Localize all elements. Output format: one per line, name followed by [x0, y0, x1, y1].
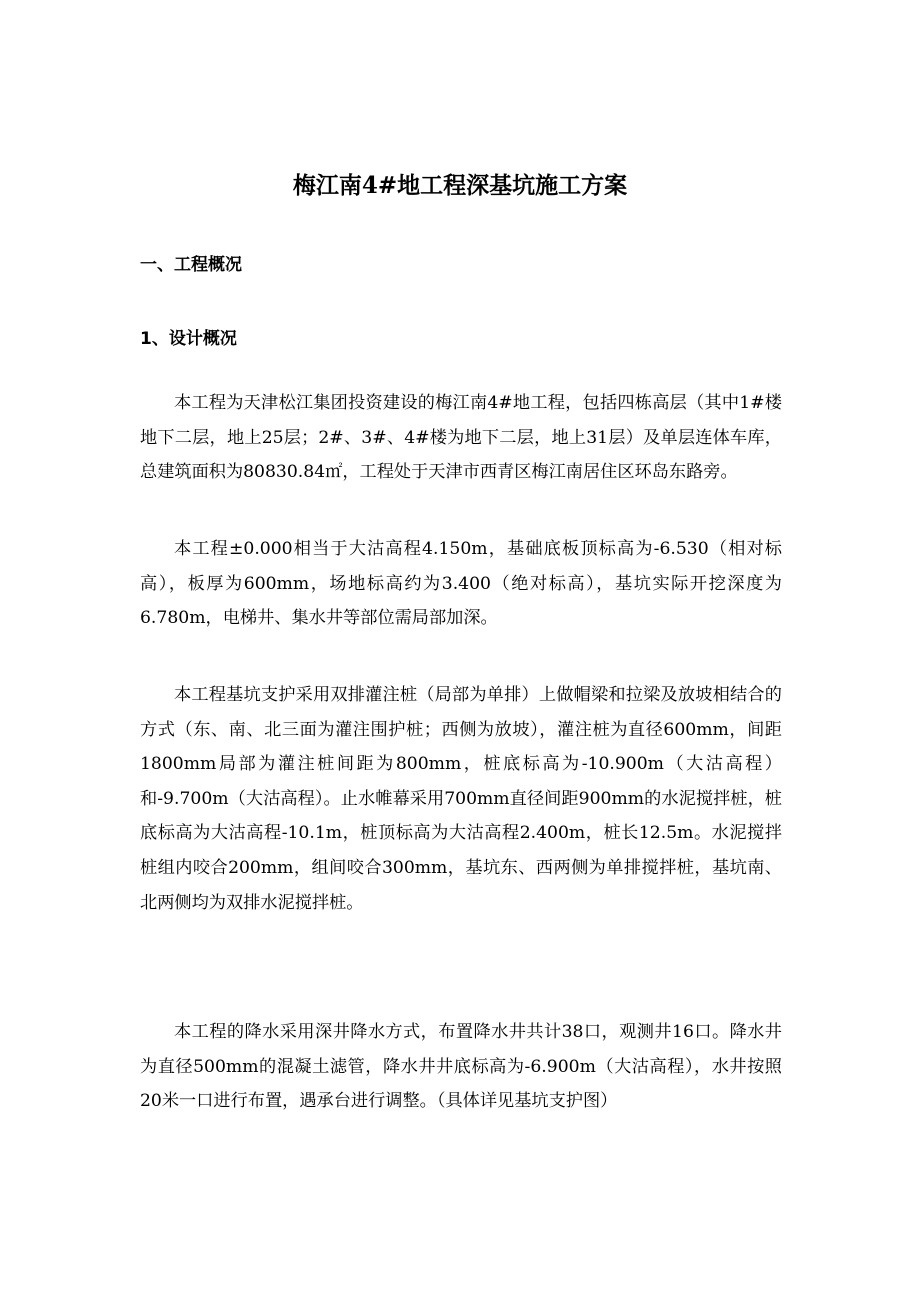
section-heading: 一、工程概况 — [140, 255, 242, 275]
paragraph-dewatering: 本工程的降水采用深井降水方式，布置降水井共计38口，观测井16口。降水井为直径500mm的混凝土滤管，降水井井底标高为-6.900m（大沽高程），水井按照20米一口进行布置，遇承台进行调整。（具体详见基坑支护图） — [140, 1022, 782, 1112]
paragraph-support-system: 本工程基坑支护采用双排灌注桩（局部为单排）上做帽梁和拉梁及放坡相结合的方式（东、南、北三面为灌注围护桩；西侧为放坡），灌注桩为直径600mm，间距1800mm局部为灌注桩间距为800mm，桩底标高为-10.900m（大沽高程）和-9.700m（大沽高程）。止水帷幕采用700mm直径间距900mm的水泥搅拌桩，桩底标高为大沽高程-10.1m，桩顶标高为大沽高程2.400m，桩长12.5m。水泥搅拌桩组内咬合200mm，组间咬合300mm，基坑东、西两侧为单排搅拌桩，基坑南、北两侧均为双排水泥搅拌桩。 — [140, 685, 782, 913]
paragraph-project-intro: 本工程为天津松江集团投资建设的梅江南4#地工程，包括四栋高层（其中1#楼地下二层，地上25层；2#、3#、4#楼为地下二层，地上31层）及单层连体车库，总建筑面积为80830.84㎡，工程处于天津市西青区梅江南居住区环岛东路旁。 — [140, 393, 782, 483]
paragraph-elevation: 本工程±0.000相当于大沽高程4.150m，基础底板顶标高为-6.530（相对标高），板厚为600mm，场地标高约为3.400（绝对标高），基坑实际开挖深度为6.780m，电梯井、集水井等部位需局部加深。 — [140, 539, 782, 629]
document-title: 梅江南4#地工程深基坑施工方案 — [292, 172, 628, 199]
subsection-heading: 1、设计概况 — [140, 329, 237, 349]
